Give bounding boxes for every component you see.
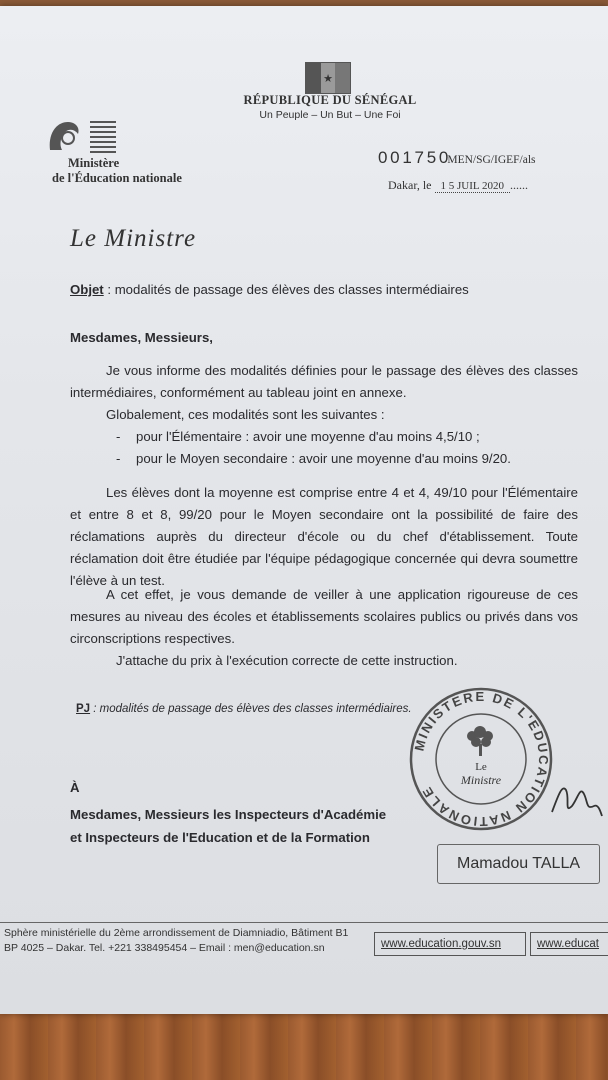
signature-icon: [548, 776, 604, 822]
ministry-name-line1: Ministère: [68, 156, 120, 170]
paragraph-5: J'attache du prix à l'exécution correcte de cette instruction.: [116, 653, 458, 668]
svg-text:MINISTERE DE L'EDUCATION NATIO: MINISTERE DE L'EDUCATION NATIONALE: [411, 688, 552, 830]
bullet-list: [116, 426, 576, 470]
paragraph-2: Globalement, ces modalités sont les suivantes :: [106, 407, 385, 422]
ministry-name-line2: de l'Éducation nationale: [52, 171, 182, 185]
wooden-table-edge: [0, 1010, 608, 1080]
footer-address-line2: BP 4025 – Dakar. Tel. +221 338495454 – Email : men@education.sn: [4, 942, 325, 954]
paragraph-1: Je vous informe des modalités définies pour le passage des élèves des classes intermédiaires, conformément au tableau joint en annexe.: [70, 363, 578, 400]
reference-line: [378, 148, 536, 168]
website-link-2[interactable]: www.educat: [530, 932, 608, 956]
list-item: - pour l'Élémentaire : avoir une moyenne d'au moins 4,5/10 ;: [116, 429, 480, 444]
attachment-line: [76, 698, 412, 720]
svg-text:Ministre: Ministre: [460, 773, 502, 787]
ministry-logo-icon: [44, 116, 124, 156]
republic-title: RÉPUBLIQUE DU SÉNÉGAL: [243, 93, 417, 107]
salutation: Mesdames, Messieurs,: [70, 330, 213, 345]
list-item: - pour le Moyen secondaire : avoir une moyenne d'au moins 9/20.: [116, 451, 511, 466]
senegal-flag-icon: ★: [305, 62, 351, 94]
paragraph-4: A cet effet, je vous demande de veiller à une application rigoureuse de ces mesures au niveau des écoles et établissements scolaires publics ou privés dans vos circonscriptions respectives.: [70, 587, 578, 646]
letter-page: [0, 6, 608, 1014]
reference-number: 0 0 1 7 5 0: [378, 148, 448, 167]
recipient-marker: À: [70, 780, 80, 795]
objet-line: [70, 279, 590, 301]
recipients-line-2: et Inspecteurs de l'Education et de la Formation: [70, 830, 370, 845]
ministry-stamp: [408, 686, 554, 832]
attachment-label: PJ: [76, 703, 91, 715]
footer-address-line1: Sphère ministérielle du 2ème arrondissement de Diamniadio, Bâtiment B1: [4, 927, 349, 939]
place-prefix: Dakar, le: [388, 178, 435, 192]
author-title: Le Ministre: [70, 225, 197, 252]
attachment-text: : modalités de passage des élèves des classes intermédiaires.: [90, 703, 412, 715]
recipients-line-1: Mesdames, Messieurs les Inspecteurs d'Académie: [70, 807, 387, 822]
signatory-name: Mamadou TALLA: [437, 844, 600, 884]
objet-text: : modalités de passage des élèves des classes intermédiaires: [103, 282, 469, 297]
national-motto: Un Peuple – Un But – Une Foi: [259, 109, 401, 121]
svg-text:Le: Le: [475, 761, 487, 773]
date-line: Dakar, le 1 5 JUIL 2020 ......: [388, 178, 528, 192]
paragraph-3: Les élèves dont la moyenne est comprise entre 4 et 4, 49/10 pour l'Élémentaire et entre 8 et 8, 99/20 pour le Moyen secondaire ont la possibilité de faire des réclamations auprès du directeur d'école ou du chef d'établissement. Toute réclamation doit être étudiée par l'équipe pédagogique concernée qui devra soumettre l'élève à un test.: [70, 485, 578, 588]
objet-label: Objet: [70, 282, 104, 297]
reference-suffix: MEN/SG/IGEF/als: [447, 154, 536, 166]
website-link-1[interactable]: www.education.gouv.sn: [374, 932, 526, 956]
footer-divider: [0, 922, 608, 923]
date-value: 1 5 JUIL 2020: [435, 180, 510, 193]
